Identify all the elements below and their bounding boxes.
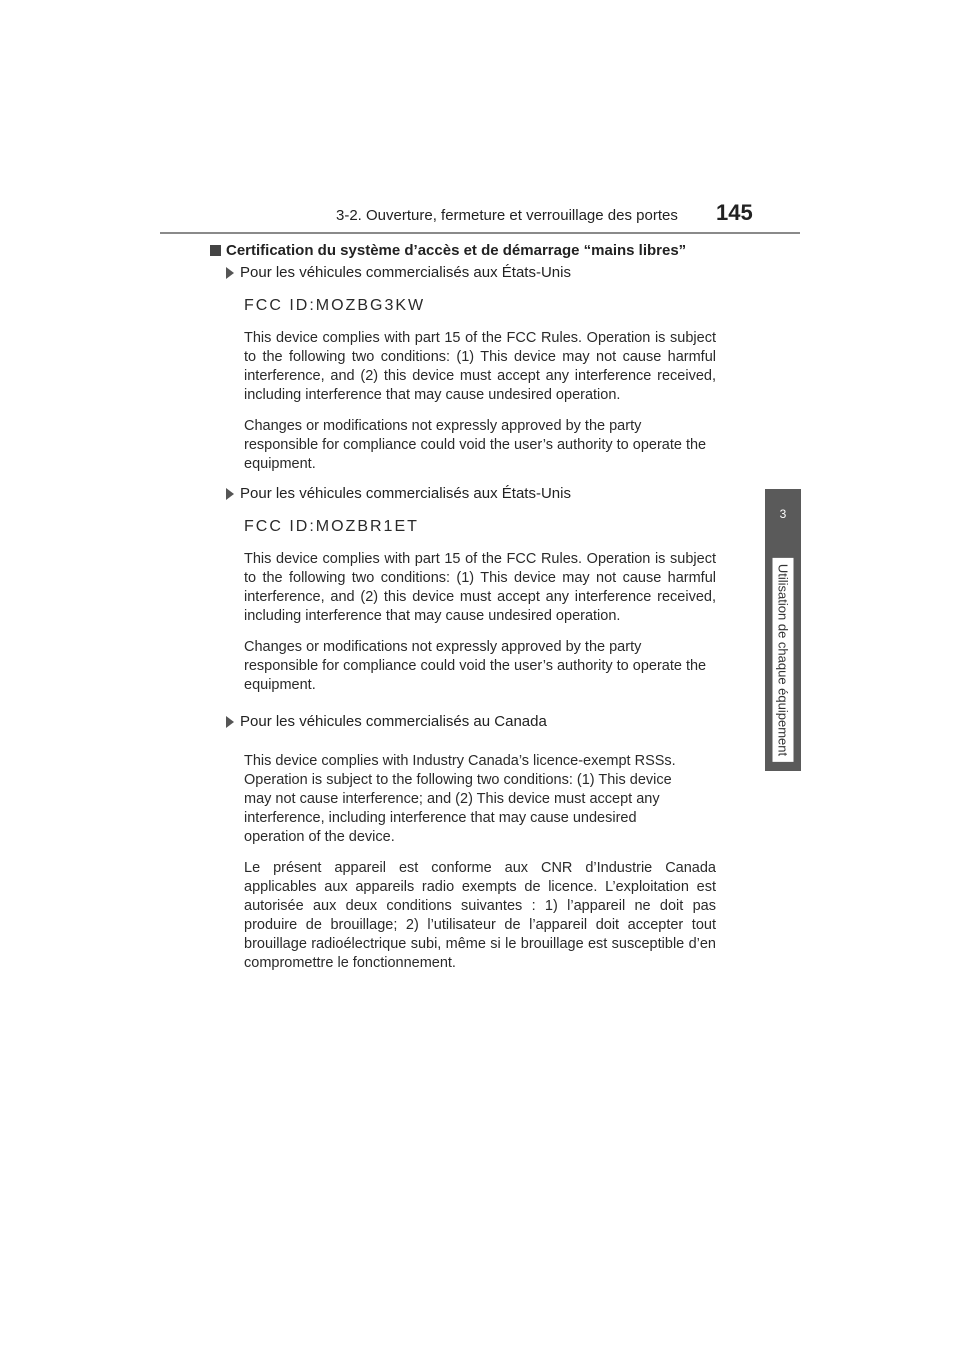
certification-paragraph: Changes or modifications not expressly approved by the party responsible for compliance could void the user’s authority to operate the equipment. [244,418,707,472]
certification-paragraph: Changes or modifications not expressly approved by the party responsible for compliance could void the user’s authority to operate the equipment. [244,639,707,693]
section-heading-text: Certification du système d’accès et de démarrage “mains libres” [226,242,687,259]
triangle-bullet-icon [226,267,234,279]
list-item-label: Pour les véhicules commercialisés aux États-Unis [240,485,571,502]
certification-block [244,752,716,985]
certification-paragraph: This device complies with part 15 of the FCC Rules. Operation is subject to the following two conditions: (1) This device may not cause harmful interference, and (2) this device must accept any interference received, including interference that may cause undesired operation. [244,330,716,403]
list-item-label: Pour les véhicules commercialisés au Canada [240,713,547,730]
certification-paragraph: This device complies with part 15 of the FCC Rules. Operation is subject to the following two conditions: (1) This device may not cause harmful interference, and (2) this device must accept any interference received, including interference that may cause undesired operation. [244,551,716,624]
fcc-id: FCC ID:MOZBR1ET [244,518,419,535]
certification-paragraph: Le présent appareil est conforme aux CNR d’Industrie Canada applicables aux appareils radio exempts de licence. L’exploitation est autorisée aux deux conditions suivantes : 1) l’appareil ne doit pas produire de brouillage; 2) l’utilisateur de l’appareil doit accepter tout brouillage radioélectrique subi, même si le brouillage est susceptible d’en compromettre le fonctionnement. [244,860,716,971]
certification-block [244,517,716,707]
fcc-id: FCC ID:MOZBG3KW [244,297,426,314]
certification-paragraph: This device complies with Industry Canada’s licence-exempt RSSs. Operation is subject to the following two conditions: (1) This device may not cause interference; and (2) This device must accept any interference, including interference that may cause undesired operation of the device. [244,753,676,845]
triangle-bullet-icon [226,716,234,728]
chapter-tab [765,489,801,539]
list-item [226,713,547,730]
list-item [226,485,571,502]
page-number: 145 [716,200,753,225]
chapter-label: Utilisation de chaque équipement [773,558,794,762]
section-heading [210,242,686,259]
chapter-number: 3 [779,507,787,521]
list-item [226,264,571,281]
section-title: 3-2. Ouverture, fermeture et verrouillage des portes [336,207,678,224]
square-bullet-icon [210,245,221,256]
triangle-bullet-icon [226,488,234,500]
list-item-label: Pour les véhicules commercialisés aux États-Unis [240,264,571,281]
certification-block [244,296,716,486]
